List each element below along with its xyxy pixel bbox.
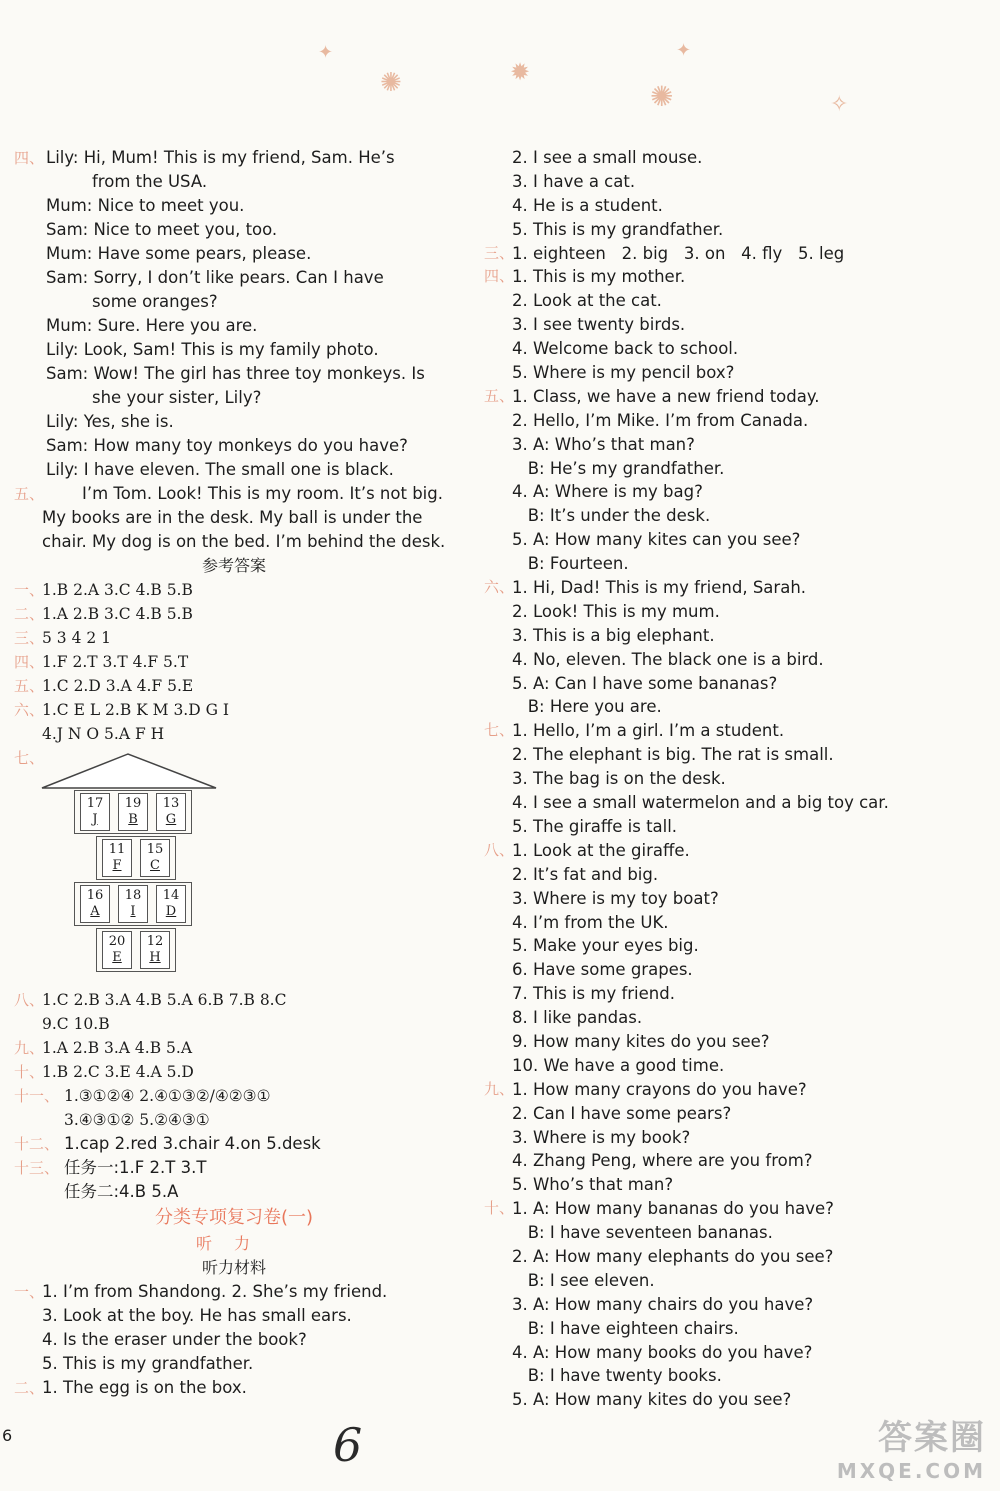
section-marker: 四、 (14, 149, 45, 167)
material-line (484, 719, 984, 743)
dialogue-line (14, 386, 454, 410)
section-marker: 十二、 (14, 1135, 60, 1153)
line-text: 1. Hello, I’m a girl. I’m a student. (512, 721, 785, 741)
dialogue-line (14, 170, 454, 194)
line-text: 1.A 2.B 3.C 4.B 5.B (42, 605, 193, 623)
number-house-diagram (38, 770, 454, 988)
dialogue-line (14, 314, 454, 338)
line-text: 3. A: How many chairs do you have? (512, 1294, 814, 1314)
section-marker: 一、 (14, 581, 45, 599)
material-line (484, 934, 984, 958)
line-text: 1. Look at the giraffe. (512, 840, 690, 860)
cell-number: 16 (86, 888, 104, 903)
line-text: 1.C 2.B 3.A 4.B 5.A 6.B 7.B 8.C (42, 991, 287, 1009)
section-title: 分类专项复习卷(一) (154, 1207, 314, 1228)
cell-number: 13 (162, 796, 180, 811)
material-line (14, 1352, 454, 1376)
cell-number: 12 (146, 934, 164, 949)
material-line (484, 815, 984, 839)
material-line (484, 1197, 984, 1221)
material-line (484, 958, 984, 982)
answer-line (14, 1156, 454, 1180)
line-text: 1. I’m from Shandong. 2. She’s my friend. (42, 1282, 388, 1301)
section-marker: 四、 (484, 267, 515, 286)
cell-number: 14 (162, 888, 180, 903)
answer-line (14, 1012, 454, 1036)
line-text: B: I have eighteen chairs. (512, 1318, 739, 1338)
star-icon: ✧ (830, 92, 849, 117)
line-text: 3. Where is my toy boat? (512, 888, 719, 908)
material-line (484, 767, 984, 791)
tower-cell (140, 931, 170, 969)
line-text: 1.B 2.C 3.E 4.A 5.D (42, 1063, 194, 1081)
line-text: B: He’s my grandfather. (512, 458, 725, 478)
material-line (484, 480, 984, 504)
line-text: 9. How many kites do you see? (512, 1031, 770, 1051)
line-text: B: Fourteen. (512, 554, 629, 574)
answer-line (14, 1084, 454, 1108)
line-text: 1. Hi, Dad! This is my friend, Sarah. (512, 578, 807, 598)
material-title: 听力材料 (201, 1258, 266, 1277)
material-line (484, 1293, 984, 1317)
material-line (484, 146, 984, 170)
star-icon: ✦ (676, 40, 692, 61)
answers-title: 参考答案 (201, 556, 266, 575)
cell-number: 17 (86, 796, 104, 811)
line-text: Sam: Sorry, I don’t like pears. Can I have (46, 268, 384, 287)
material-line (484, 1149, 984, 1173)
material-line (484, 242, 984, 266)
dialogue-line (14, 218, 454, 242)
watermark-line2: MXQE.COM (836, 1459, 986, 1483)
cell-letter: H (149, 950, 161, 965)
tower-cell (102, 931, 132, 969)
line-text: 4. I see a small watermelon and a big toy car. (512, 793, 889, 813)
material-line (14, 1328, 454, 1352)
line-text: 1. The egg is on the box. (42, 1378, 247, 1397)
line-text: I’m Tom. Look! This is my room. It’s not big. My books are in the desk. My ball is under the chair. My dog is on the bed. I’m behind the desk. (42, 484, 446, 551)
cell-letter: F (112, 858, 122, 873)
cell-number: 11 (108, 842, 126, 857)
left-column (14, 146, 454, 1400)
section-marker: 二、 (14, 605, 45, 623)
tower-cell (102, 839, 132, 877)
dialogue-line (14, 266, 454, 290)
material-line (484, 624, 984, 648)
material-line (484, 1030, 984, 1054)
cell-letter: C (150, 858, 160, 873)
listening-paragraph (14, 482, 454, 554)
line-text: 2. The elephant is big. The rat is small. (512, 745, 834, 765)
material-line (484, 1006, 984, 1030)
section-subtitle: 听力 (195, 1234, 272, 1253)
line-text: 5. A: How many kites can you see? (512, 530, 801, 550)
material-line (484, 1269, 984, 1293)
line-text: 9.C 10.B (42, 1015, 110, 1033)
dialogue-line (14, 242, 454, 266)
material-line (484, 672, 984, 696)
line-text: 3. Where is my book? (512, 1127, 691, 1147)
material-line (484, 1078, 984, 1102)
right-column (484, 146, 984, 1412)
section-marker: 十一、 (14, 1087, 60, 1105)
material-line (484, 839, 984, 863)
roof (42, 754, 216, 788)
material-line (484, 1317, 984, 1341)
line-text: 任务一:1.F 2.T 3.T (64, 1158, 207, 1177)
line-text: Lily: Hi, Mum! This is my friend, Sam. He’s (46, 148, 395, 167)
material-line (484, 1173, 984, 1197)
star-icon: ✦ (318, 42, 334, 63)
watermark-line1: 答案圈 (878, 1418, 986, 1458)
line-text: 1.F 2.T 3.T 4.F 5.T (42, 653, 189, 671)
line-text: B: I have seventeen bananas. (512, 1223, 773, 1243)
snowflake-icon: ✺ (650, 80, 674, 113)
line-text: 1.C 2.D 3.A 4.F 5.E (42, 677, 194, 695)
line-text: Mum: Have some pears, please. (46, 244, 312, 263)
section-marker: 八、 (14, 991, 45, 1009)
cell-number: 15 (146, 842, 164, 857)
line-text: Lily: I have eleven. The small one is black. (46, 460, 394, 479)
material-line (484, 695, 984, 719)
line-text: 6. Have some grapes. (512, 960, 693, 980)
material-line (484, 1341, 984, 1365)
material-line (484, 385, 984, 409)
line-text: 2. Look at the cat. (512, 291, 662, 311)
section-marker: 十、 (484, 1199, 515, 1218)
section-marker: 六、 (14, 701, 45, 719)
line-text: 3. A: Who’s that man? (512, 434, 695, 454)
page-number: 6 (2, 1426, 13, 1445)
material-line (484, 1126, 984, 1150)
material-line (484, 433, 984, 457)
answer-line (14, 578, 454, 602)
line-text: 5. A: Can I have some bananas? (512, 673, 778, 693)
line-text: 1.C E L 2.B K M 3.D G I (42, 701, 230, 719)
line-text: 4. He is a student. (512, 195, 663, 215)
section-marker: 六、 (484, 578, 515, 597)
cell-number: 19 (124, 796, 142, 811)
dialogue-line (14, 194, 454, 218)
line-text: B: I have twenty books. (512, 1366, 722, 1386)
section-marker: 五、 (14, 485, 45, 503)
line-text: 3.④③①② 5.②④③① (64, 1111, 210, 1129)
section-marker: 八、 (484, 840, 515, 859)
tower-cell (140, 839, 170, 877)
line-text: Sam: Nice to meet you, too. (46, 220, 278, 239)
material-line (484, 313, 984, 337)
material-line (484, 457, 984, 481)
line-text: 1.B 2.A 3.C 4.B 5.B (42, 581, 193, 599)
answer-line (14, 988, 454, 1012)
material-line (484, 1388, 984, 1412)
line-text: 4. A: Where is my bag? (512, 482, 703, 502)
line-text: some oranges? (92, 292, 218, 311)
cell-letter: I (130, 904, 136, 919)
line-text: from the USA. (92, 172, 208, 191)
line-text: 2. It’s fat and big. (512, 864, 659, 884)
material-line (484, 911, 984, 935)
line-text: B: Here you are. (512, 697, 662, 717)
line-text: Sam: Wow! The girl has three toy monkeys. Is (46, 364, 425, 383)
answer-line (14, 1132, 454, 1156)
cell-letter: G (165, 812, 177, 827)
material-line (484, 552, 984, 576)
line-text: 3. I have a cat. (512, 171, 636, 191)
dialogue-line (14, 410, 454, 434)
line-text: 1. This is my mother. (512, 267, 686, 287)
line-text: B: It’s under the desk. (512, 506, 711, 526)
line-text: 4.J N O 5.A F H (42, 725, 165, 743)
material-line (484, 576, 984, 600)
line-text: 1.A 2.B 3.A 4.B 5.A (42, 1039, 193, 1057)
line-text: 2. I see a small mouse. (512, 148, 703, 167)
line-text: Mum: Sure. Here you are. (46, 316, 258, 335)
material-line (484, 361, 984, 385)
section-marker: 二、 (14, 1379, 45, 1397)
answer-line (14, 650, 454, 674)
line-text: 3. This is a big elephant. (512, 625, 715, 645)
line-text: 2. Can I have some pears? (512, 1103, 732, 1123)
dialogue-line (14, 434, 454, 458)
material-line (484, 218, 984, 242)
cell-letter: J (92, 812, 98, 827)
watermark (837, 1410, 986, 1483)
line-text: 1. eighteen 2. big 3. on 4. fly 5. leg (512, 243, 845, 263)
section-marker: 十、 (14, 1063, 45, 1081)
section-marker: 十三、 (14, 1159, 60, 1177)
section-marker: 九、 (484, 1079, 515, 1098)
section-marker: 三、 (14, 629, 45, 647)
line-text: 5. Make your eyes big. (512, 936, 699, 956)
line-text: 7. This is my friend. (512, 984, 675, 1004)
line-text: 1.cap 2.red 3.chair 4.on 5.desk (64, 1134, 321, 1153)
line-text: 5. This is my grandfather. (512, 219, 724, 239)
material-line (14, 1376, 454, 1400)
snowflake-icon: ✺ (380, 68, 402, 98)
material-line (484, 504, 984, 528)
tower-cell (80, 885, 110, 923)
dialogue-line (14, 290, 454, 314)
material-line (484, 289, 984, 313)
cell-letter: D (165, 904, 177, 919)
answer-line (14, 698, 454, 722)
material-line (484, 863, 984, 887)
cell-letter: E (112, 950, 122, 965)
line-text: 任务二:4.B 5.A (64, 1182, 179, 1201)
material-line (484, 409, 984, 433)
line-text: she your sister, Lily? (92, 388, 262, 407)
line-text: 3. The bag is on the desk. (512, 769, 726, 789)
material-line (484, 1221, 984, 1245)
section-marker: 五、 (14, 677, 45, 695)
line-text: 1. A: How many bananas do you have? (512, 1199, 834, 1219)
line-text: 4. Welcome back to school. (512, 339, 739, 359)
line-text: 1. How many crayons do you have? (512, 1079, 807, 1099)
section-marker: 五、 (484, 386, 515, 405)
material-line (484, 265, 984, 289)
material-line (484, 194, 984, 218)
answer-line (14, 1036, 454, 1060)
line-text: 10. We have a good time. (512, 1055, 725, 1075)
answer-line (14, 674, 454, 698)
line-text: 5 3 4 2 1 (42, 629, 112, 647)
line-text: B: I see eleven. (512, 1270, 655, 1290)
answer-line (14, 1060, 454, 1084)
line-text: 8. I like pandas. (512, 1008, 643, 1028)
line-text: 2. Look! This is my mum. (512, 601, 720, 621)
material-line (14, 1280, 454, 1304)
dialogue-line (14, 146, 454, 170)
line-text: 2. Hello, I’m Mike. I’m from Canada. (512, 410, 809, 430)
line-text: Lily: Yes, she is. (46, 412, 174, 431)
answer-line (14, 626, 454, 650)
section-marker: 七、 (484, 721, 515, 740)
dialogue-line (14, 362, 454, 386)
tower-cell (118, 793, 148, 831)
line-text: 1. Class, we have a new friend today. (512, 386, 820, 406)
dialogue-line (14, 458, 454, 482)
line-text: 3. Look at the boy. He has small ears. (42, 1306, 352, 1325)
line-text: 2. A: How many elephants do you see? (512, 1246, 834, 1266)
cell-letter: A (90, 904, 100, 919)
material-line (484, 1102, 984, 1126)
cell-number: 18 (124, 888, 142, 903)
answer-line (14, 1180, 454, 1204)
snowflake-icon: ✹ (510, 58, 531, 86)
line-text: 3. I see twenty birds. (512, 315, 686, 335)
line-text: 5. The giraffe is tall. (512, 816, 678, 836)
material-line (484, 600, 984, 624)
line-text: 5. Where is my pencil box? (512, 363, 735, 383)
material-line (484, 170, 984, 194)
line-text: 4. No, eleven. The black one is a bird. (512, 649, 824, 669)
answer-line (14, 1108, 454, 1132)
material-line (484, 337, 984, 361)
answer-line (14, 722, 454, 746)
material-line (14, 1304, 454, 1328)
handwritten-number: 6 (333, 1418, 363, 1472)
material-line (484, 743, 984, 767)
tower-cell (80, 793, 110, 831)
line-text: 4. Is the eraser under the book? (42, 1330, 307, 1349)
line-text: 4. I’m from the UK. (512, 912, 669, 932)
section-marker: 三、 (484, 243, 515, 262)
cell-number: 20 (108, 934, 126, 949)
cell-letter: B (128, 812, 138, 827)
material-line (484, 982, 984, 1006)
section-marker: 九、 (14, 1039, 45, 1057)
material-line (484, 791, 984, 815)
line-text: Lily: Look, Sam! This is my family photo. (46, 340, 379, 359)
material-line (484, 1054, 984, 1078)
roof-shape (38, 752, 238, 792)
tower-cell (118, 885, 148, 923)
material-line (484, 1364, 984, 1388)
line-text: 5. A: How many kites do you see? (512, 1390, 792, 1410)
line-text: 5. This is my grandfather. (42, 1354, 254, 1373)
line-text: 5. Who’s that man? (512, 1175, 674, 1195)
section-marker: 一、 (14, 1283, 45, 1301)
material-line (484, 528, 984, 552)
answer-line (14, 602, 454, 626)
dialogue-line (14, 338, 454, 362)
tower-cell (156, 885, 186, 923)
material-line (484, 1245, 984, 1269)
line-text: Mum: Nice to meet you. (46, 196, 245, 215)
line-text: Sam: How many toy monkeys do you have? (46, 436, 408, 455)
section-marker: 七、 (14, 749, 45, 767)
tower-cell (156, 793, 186, 831)
line-text: 4. Zhang Peng, where are you from? (512, 1151, 813, 1171)
line-text: 1.③①②④ 2.④①③②/④②③① (64, 1087, 271, 1105)
material-line (484, 887, 984, 911)
line-text: 4. A: How many books do you have? (512, 1342, 813, 1362)
material-line (484, 648, 984, 672)
section-marker: 四、 (14, 653, 45, 671)
